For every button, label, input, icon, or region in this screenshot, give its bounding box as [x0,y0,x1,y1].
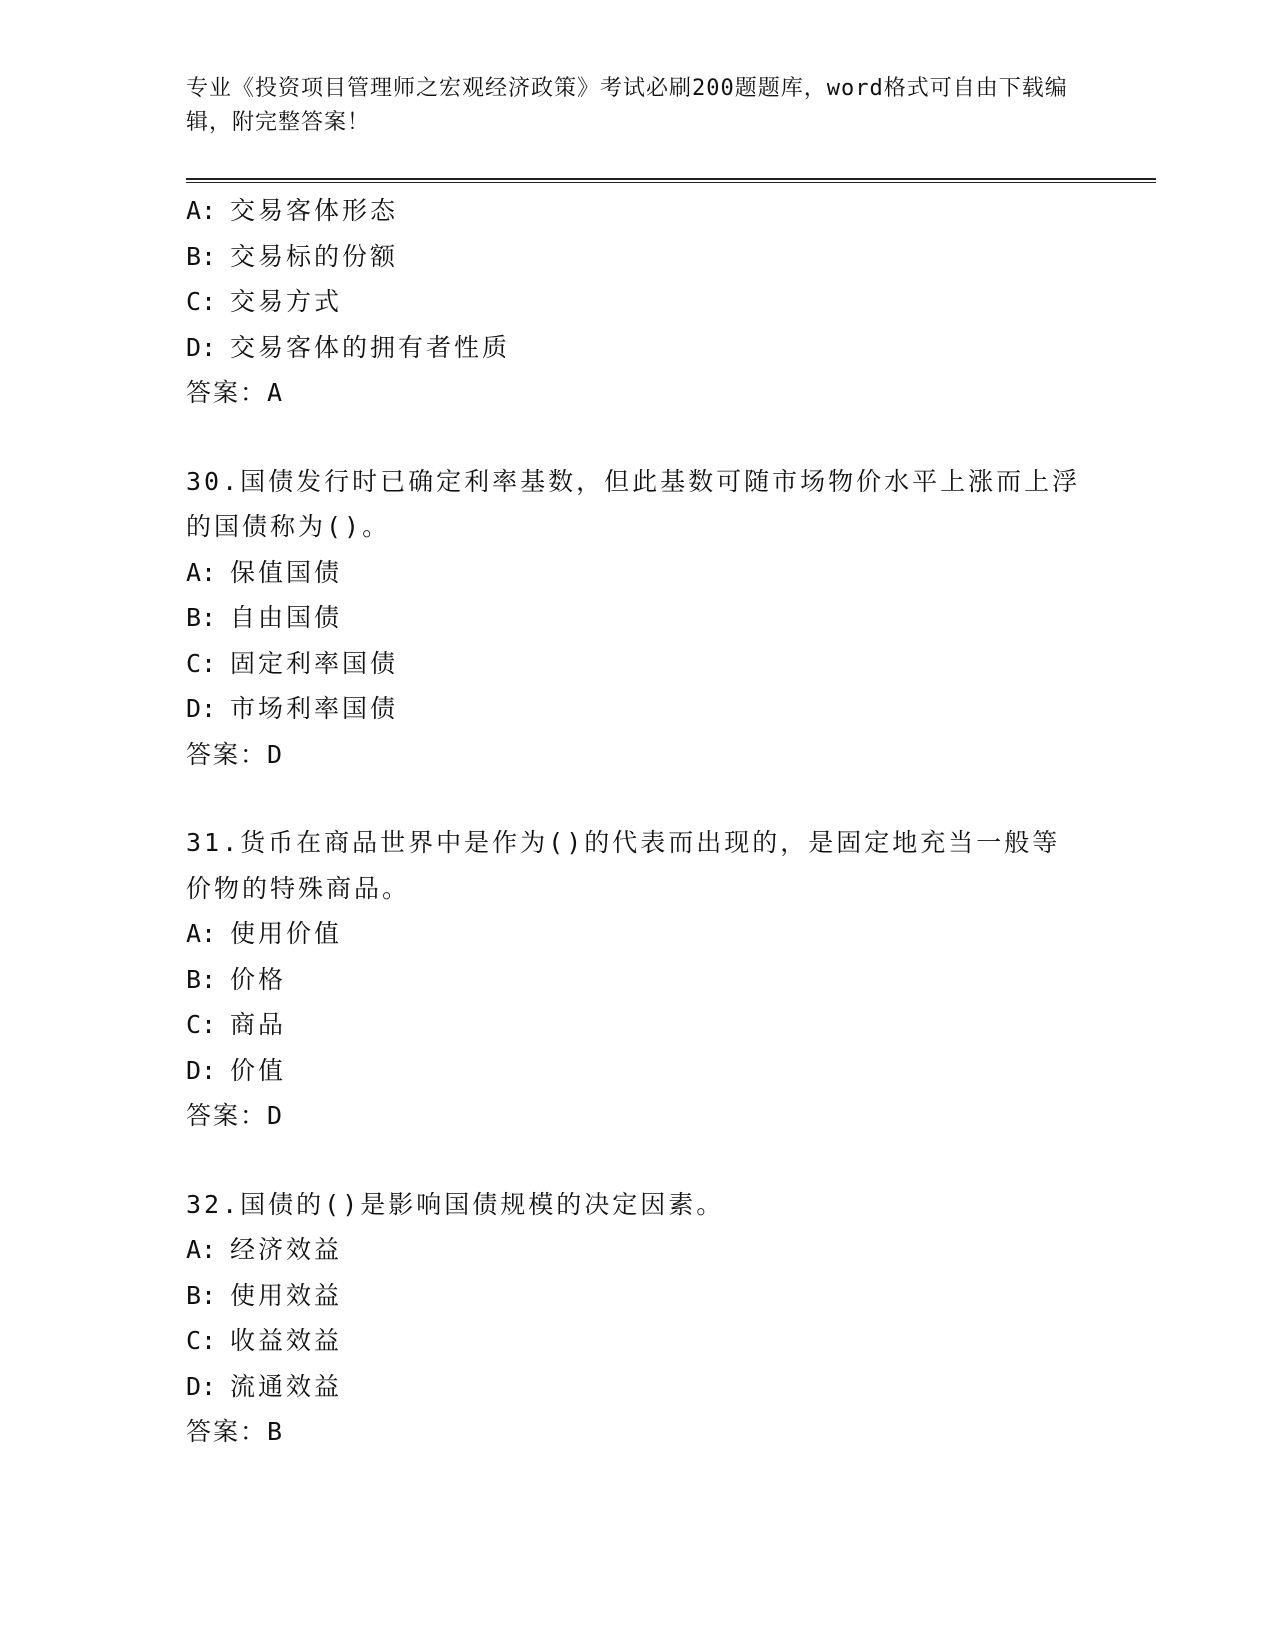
option-a: A: 经济效益 [186,1235,343,1264]
option-b: B: 使用效益 [186,1280,343,1310]
option-d: D: 价值 [186,1055,287,1085]
question-text: 32.国债的()是影响国债规模的决定因素。 [186,1189,725,1219]
spacer [186,1139,1086,1182]
option-d: D: 流通效益 [186,1371,343,1401]
question-text: 30.国债发行时已确定利率基数，但此基数可随市场物价水平上涨而上浮的国债称为()。 [186,466,1081,541]
option-c: C: 收益效益 [186,1326,343,1355]
option-c: C: 固定利率国债 [186,648,399,678]
answer: 答案：A [186,378,285,407]
option-d: D: 交易客体的拥有者性质 [186,332,511,362]
question-text: 31.货币在商品世界中是作为()的代表而出现的，是固定地充当一般等价物的特殊商品。 [186,828,1061,903]
option-b: B: 自由国债 [186,603,343,632]
question-block-32 [186,1182,1086,1455]
option-a: A: 保值国债 [186,557,343,587]
option-b: B: 交易标的份额 [186,241,399,271]
question-block-30 [186,459,1086,778]
option-c: C: 交易方式 [186,287,343,316]
document-header: 专业《投资项目管理师之宏观经济政策》考试必刷200题题库，word格式可自由下载编辑，附完整答案！ [186,76,1068,135]
answer: 答案：B [186,1417,285,1446]
option-a: A: 交易客体形态 [186,196,399,225]
question-block-29 [186,188,1086,416]
option-c: C: 商品 [186,1010,287,1039]
question-block-31 [186,820,1086,1139]
header-divider [186,178,1156,183]
option-d: D: 市场利率国债 [186,694,399,723]
spacer [186,777,1086,820]
option-a: A: 使用价值 [186,919,343,948]
answer: 答案：D [186,1101,285,1130]
option-b: B: 价格 [186,964,287,994]
spacer [186,416,1086,459]
answer: 答案：D [186,739,285,769]
question-list [186,188,1086,1455]
